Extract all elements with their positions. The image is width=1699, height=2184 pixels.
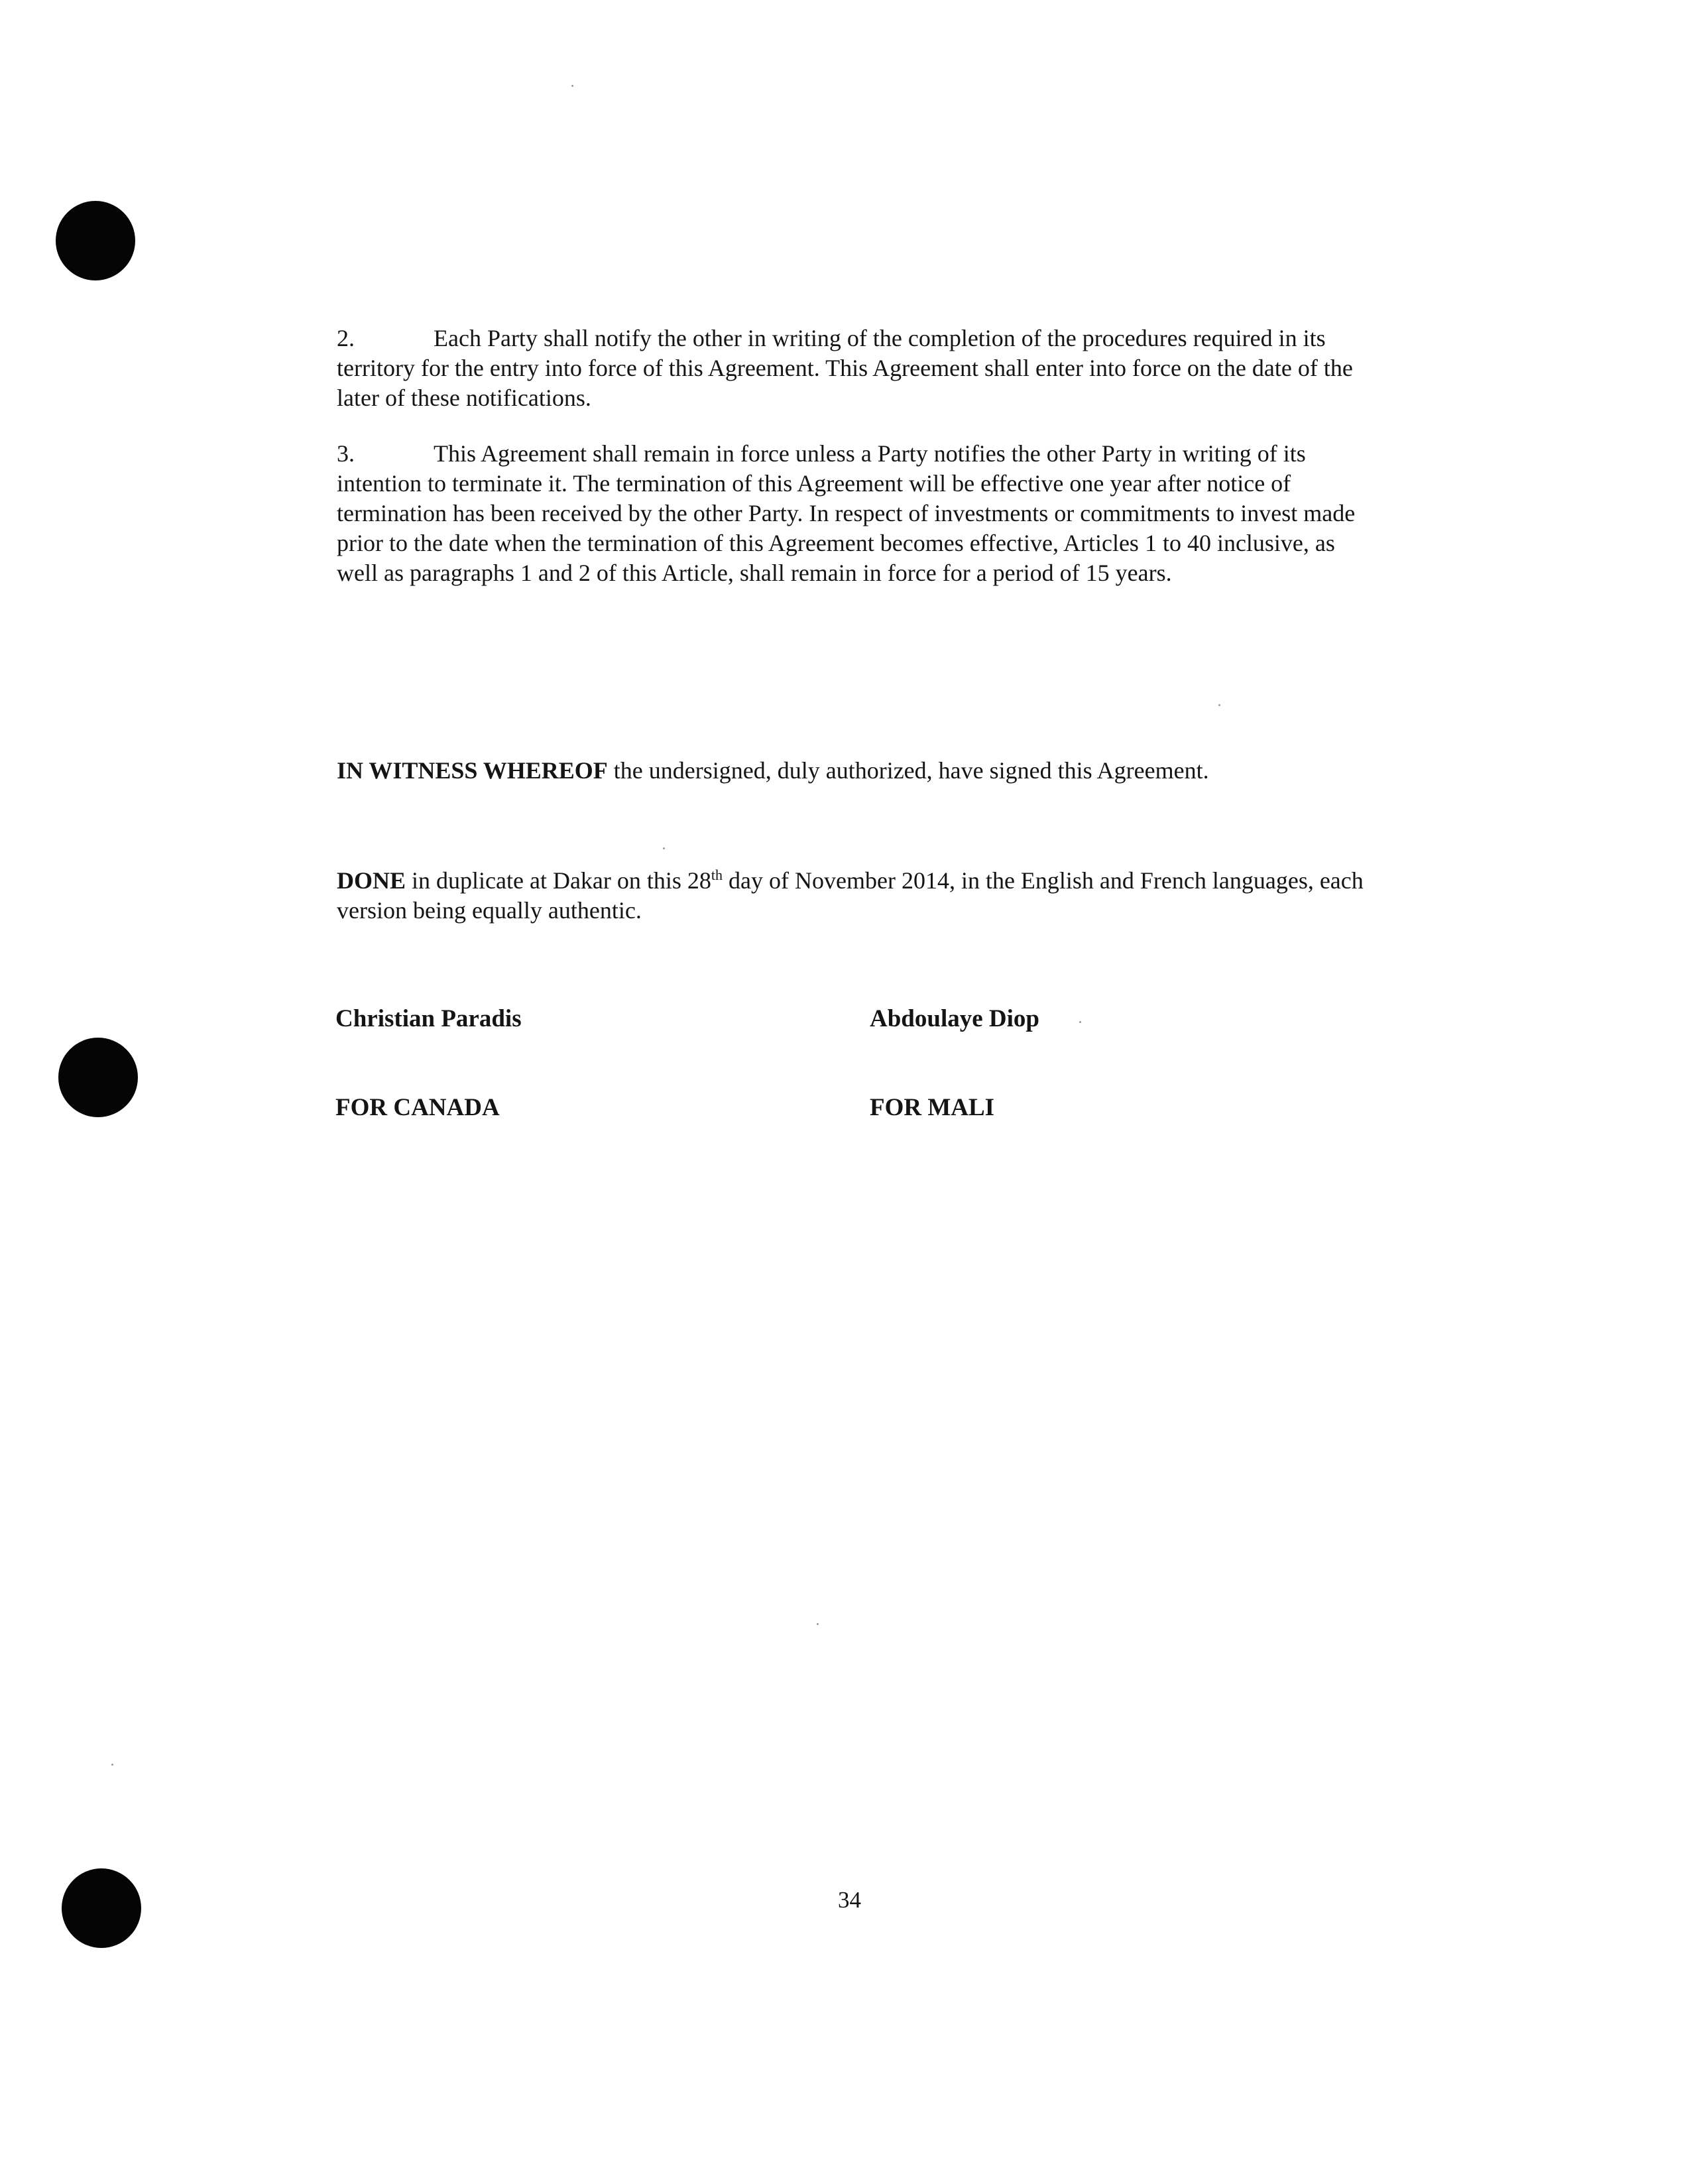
punch-hole-middle: [58, 1038, 138, 1117]
page-number: 34: [838, 1887, 861, 1913]
done-clause: [337, 866, 1371, 926]
paragraph-number: 2.: [337, 325, 355, 351]
paragraph-text: This Agreement shall remain in force unless a Party notifies the other Party in writing of its intention to terminate it. The termination of this Agreement will be effective one year after notice of termination has been received by the other Party. In respect of investments or commitments to invest made prior to the date when the termination of this Agreement becomes effective, Articles 1 to 40 inclusive, as well as paragraphs 1 and 2 of this Article, shall remain in force for a period of 15 years.: [337, 440, 1356, 586]
witness-lead: IN WITNESS WHEREOF: [337, 757, 608, 784]
signatory-name-canada: Christian Paradis: [335, 1005, 522, 1032]
scan-speck: [663, 847, 665, 849]
paragraph-3: [337, 439, 1371, 588]
witness-text: the undersigned, duly authorized, have signed this Agreement.: [607, 757, 1209, 784]
scan-speck: [111, 1764, 113, 1766]
scan-speck: [817, 1623, 819, 1625]
done-lead: DONE: [337, 867, 406, 894]
scan-speck: [571, 85, 573, 87]
signatory-name-mali: Abdoulaye Diop: [870, 1005, 1039, 1032]
scan-speck: [1079, 1021, 1081, 1023]
paragraph-number: 3.: [337, 440, 355, 467]
done-text-before: in duplicate at Dakar on this 28: [406, 867, 711, 894]
paragraph-text: Each Party shall notify the other in writing of the completion of the procedures required in its territory for the entry into force of this Agreement. This Agreement shall enter into force on the date of the later of these notifications.: [337, 325, 1353, 411]
punch-hole-bottom: [62, 1868, 141, 1948]
witness-clause: [337, 756, 1371, 786]
punch-hole-top: [56, 201, 135, 280]
signatory-party-mali: FOR MALI: [870, 1094, 995, 1121]
done-text-after: day of November 2014, in the English and French languages, each version being equally authentic.: [337, 867, 1364, 924]
paragraph-2: [337, 324, 1371, 413]
signatory-party-canada: FOR CANADA: [335, 1094, 500, 1121]
ordinal-suffix: th: [711, 867, 723, 883]
scan-speck: [1218, 704, 1220, 706]
